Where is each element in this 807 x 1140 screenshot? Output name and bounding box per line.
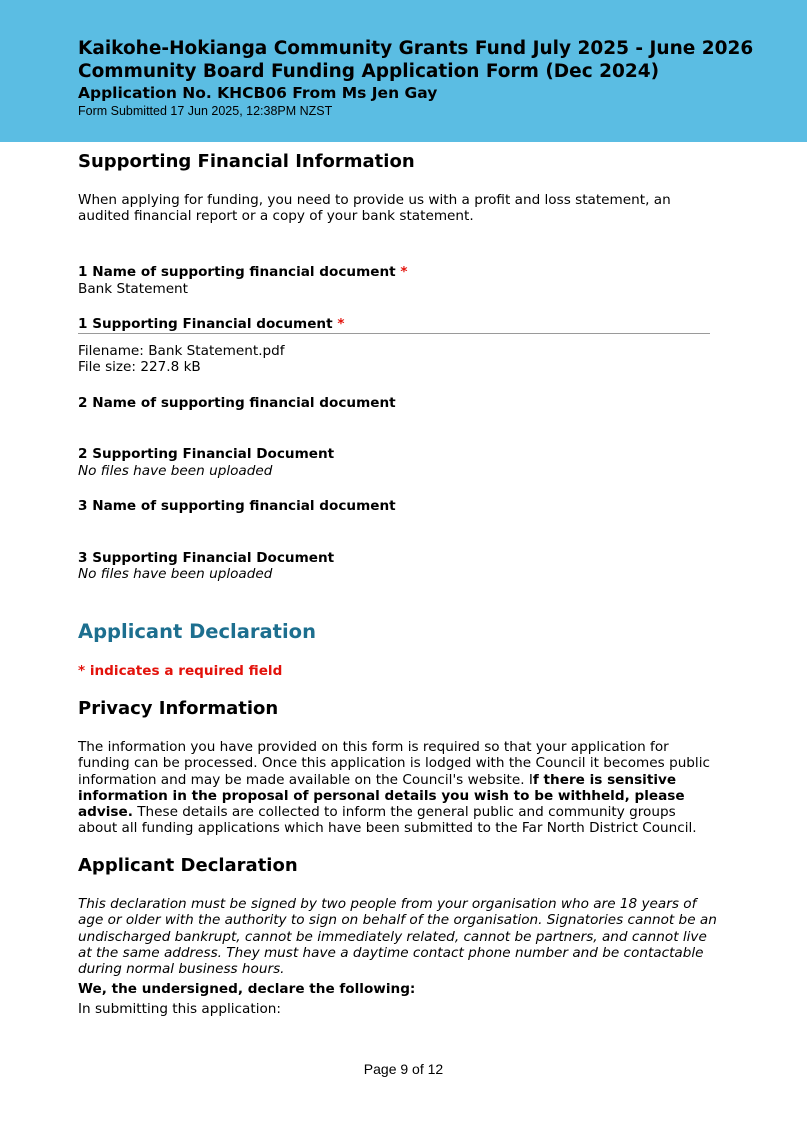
doc1-file-label-text: 1 Supporting Financial document xyxy=(78,316,333,332)
supporting-financial-intro: When applying for funding, you need to provide us with a profit and loss statement, an audited financial report or a copy of your bank statement. xyxy=(78,192,671,225)
divider xyxy=(78,333,710,334)
privacy-text-part1: The information you have provided on this form is required so that your application for funding can be processed. Once this application is lodged with the Council it becomes public information and may be made available on the Council's website. I xyxy=(78,739,710,788)
doc1-filename[interactable]: Filename: Bank Statement.pdf xyxy=(78,343,285,359)
page-number: Page 9 of 12 xyxy=(363,1061,444,1077)
undersigned-statement: We, the undersigned, declare the following: xyxy=(78,981,416,997)
applicant-declaration-title: Applicant Declaration xyxy=(78,855,298,876)
required-asterisk: * xyxy=(400,264,408,280)
application-number: Application No. KHCB06 From Ms Jen Gay xyxy=(78,84,438,102)
required-asterisk: * xyxy=(337,316,345,332)
required-field-note: * indicates a required field xyxy=(78,663,283,679)
submitted-timestamp: Form Submitted 17 Jun 2025, 12:38PM NZST xyxy=(78,104,333,118)
doc2-name-label: 2 Name of supporting financial document xyxy=(78,395,396,411)
privacy-text xyxy=(78,739,718,837)
privacy-title: Privacy Information xyxy=(78,698,279,719)
applicant-declaration-text: This declaration must be signed by two people from your organisation who are 18 years of age or older with the authority to sign on behalf of the organisation. Signatories cannot be an undischarged bankrupt, cannot be immediately related, cannot be partners, and cannot live at the same address. They must have a daytime contact phone number and be contactable during normal business hours. xyxy=(78,896,717,978)
doc1-file-label xyxy=(78,316,344,333)
privacy-text-part2: These details are collected to inform the general public and community groups about all funding applications which have been submitted to the Far North District Council. xyxy=(78,804,697,837)
privacy-text-bold: f there is sensitive information in the proposal of personal details you wish to be withheld, please advise. xyxy=(78,771,685,821)
doc2-file-label: 2 Supporting Financial Document xyxy=(78,446,335,462)
supporting-financial-title: Supporting Financial Information xyxy=(78,151,415,172)
doc2-file-value: No files have been uploaded xyxy=(78,463,273,479)
doc1-name-label xyxy=(78,264,408,281)
doc3-file-value: No files have been uploaded xyxy=(78,566,273,582)
page-header xyxy=(0,0,807,142)
submitting-statement: In submitting this application: xyxy=(78,1001,281,1017)
doc1-filesize: File size: 227.8 kB xyxy=(78,359,201,375)
doc1-name-value: Bank Statement xyxy=(78,281,188,297)
doc3-file-label: 3 Supporting Financial Document xyxy=(78,550,335,566)
form-title: Community Board Funding Application Form (Dec 2024) xyxy=(78,61,660,82)
doc3-name-label: 3 Name of supporting financial document xyxy=(78,498,396,514)
doc1-name-label-text: 1 Name of supporting financial document xyxy=(78,264,396,280)
fund-title: Kaikohe-Hokianga Community Grants Fund July 2025 - June 2026 xyxy=(78,38,754,59)
applicant-declaration-heading: Applicant Declaration xyxy=(78,620,316,643)
